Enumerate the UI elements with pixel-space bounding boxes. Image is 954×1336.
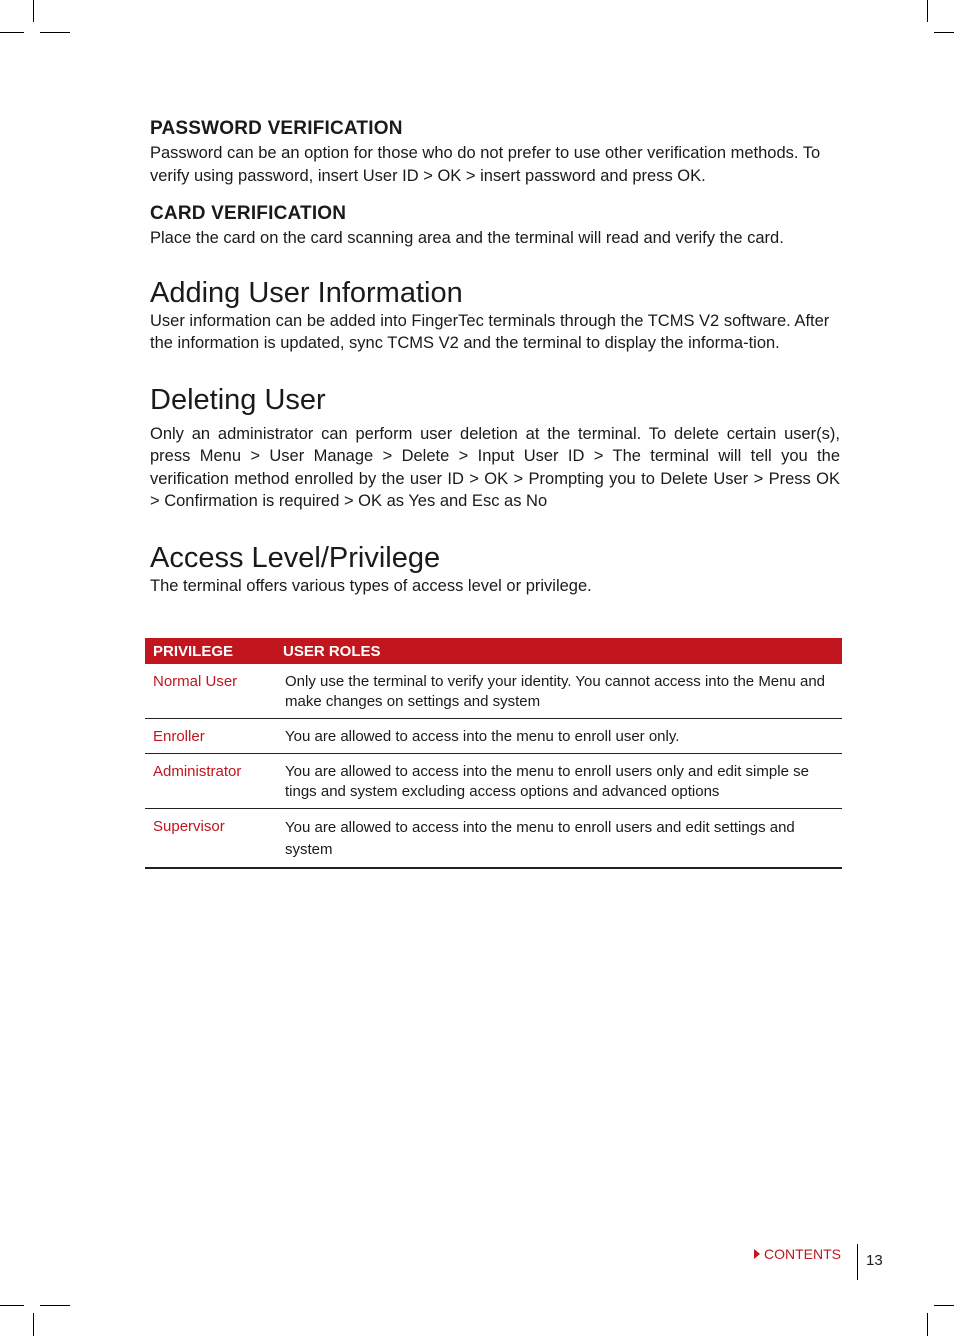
privilege-table bbox=[145, 638, 842, 869]
crop-mark bbox=[33, 1313, 34, 1336]
privilege-cell: Administrator bbox=[145, 754, 277, 809]
user-roles-cell: Only use the terminal to verify your identity. You cannot access into the Menu and make changes on settings and system bbox=[277, 664, 842, 719]
privilege-cell: Supervisor bbox=[145, 809, 277, 869]
password-verification-body: Password can be an option for those who do not prefer to use other verification methods. To verify using password, insert User ID > OK > insert password and press OK. bbox=[150, 144, 821, 185]
page-footer bbox=[754, 1246, 841, 1262]
table-row bbox=[145, 664, 842, 719]
page-number: 13 bbox=[866, 1252, 883, 1269]
contents-label: CONTENTS bbox=[764, 1246, 841, 1262]
footer-divider bbox=[857, 1244, 858, 1280]
access-level-heading: Access Level/Privilege bbox=[150, 541, 441, 574]
deleting-user-body: Only an administrator can perform user deletion at the terminal. To delete certain user(s), press Menu > User Manage > Delete > Input User ID > The terminal will tell you the verification method enrolled by the user ID > OK > Prompting you to Delete User > Press OK > Confirmation is required > OK as Yes and Esc as No bbox=[150, 424, 840, 510]
privilege-cell: Enroller bbox=[145, 719, 277, 754]
deleting-user-heading: Deleting User bbox=[150, 383, 326, 416]
card-verification-heading: CARD VERIFICATION bbox=[150, 203, 347, 224]
table-row bbox=[145, 719, 842, 754]
adding-user-body: User information can be added into FingerTec terminals through the TCMS V2 software. After the information is updated, sync TCMS V2 and the terminal to display the informa-tion. bbox=[150, 311, 830, 352]
privilege-cell: Normal User bbox=[145, 664, 277, 719]
table-header-row bbox=[145, 638, 842, 664]
column-header-user-roles: USER ROLES bbox=[277, 638, 842, 664]
card-verification-body: Place the card on the card scanning area and the terminal will read and verify the card. bbox=[150, 229, 784, 247]
crop-mark bbox=[40, 32, 70, 33]
user-roles-cell: You are allowed to access into the menu to enroll users and edit settings and system bbox=[277, 809, 842, 869]
table-row bbox=[145, 754, 842, 809]
column-header-privilege: PRIVILEGE bbox=[145, 638, 277, 664]
card-verification-section bbox=[150, 201, 840, 250]
user-roles-cell: You are allowed to access into the menu to enroll user only. bbox=[277, 719, 842, 754]
adding-user-heading: Adding User Information bbox=[150, 276, 463, 309]
table-row bbox=[145, 809, 842, 869]
crop-mark bbox=[927, 0, 928, 22]
crop-mark bbox=[0, 32, 24, 33]
password-verification-section bbox=[150, 116, 840, 187]
crop-mark bbox=[0, 1305, 24, 1306]
crop-mark bbox=[934, 32, 954, 33]
page-content bbox=[150, 116, 840, 597]
crop-mark bbox=[927, 1313, 928, 1336]
access-level-intro: The terminal offers various types of access level or privilege. bbox=[150, 576, 592, 595]
password-verification-heading: PASSWORD VERIFICATION bbox=[150, 118, 403, 139]
access-level-section bbox=[150, 541, 840, 598]
deleting-user-section bbox=[150, 383, 840, 513]
crop-mark bbox=[33, 0, 34, 22]
contents-link[interactable] bbox=[754, 1246, 841, 1262]
crop-mark bbox=[934, 1305, 954, 1306]
crop-mark bbox=[40, 1305, 70, 1306]
play-triangle-icon bbox=[754, 1249, 760, 1259]
adding-user-section bbox=[150, 276, 840, 355]
user-roles-cell: You are allowed to access into the menu to enroll users only and edit simple se tings and system excluding access options and advanced options bbox=[277, 754, 842, 809]
